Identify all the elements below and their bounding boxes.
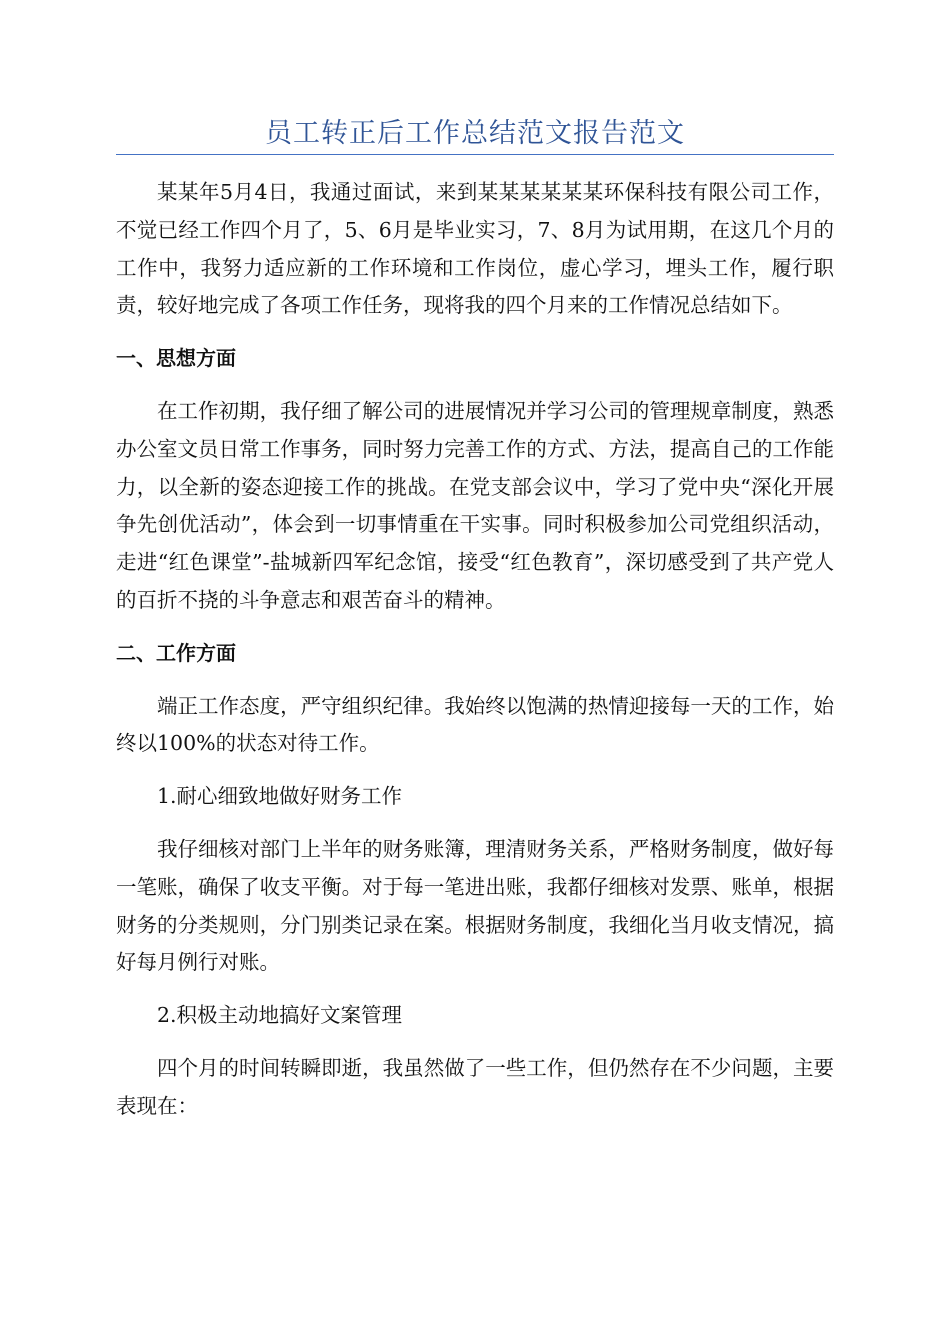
document-body [116, 174, 834, 1126]
section2-heading: 二、工作方面 [116, 640, 236, 665]
section1-paragraph: 在工作初期，我仔细了解公司的进展情况并学习公司的管理规章制度，熟悉办公室文员日常工作事务，同时努力完善工作的方式、方法，提高自己的工作能力，以全新的姿态迎接工作的挑战。在党支部会议中，学习了党中央“深化开展争先创优活动”，体会到一切事情重在干实事。同时积极参加公司党组织活动，走进“红色课堂”-盐城新四军纪念馆，接受“红色教育”，深切感受到了共产党人的百折不挠的斗争意志和艰苦奋斗的精神。 [116, 398, 834, 612]
title-underline [116, 154, 834, 155]
section2-paragraph: 端正工作态度，严守组织纪律。我始终以饱满的热情迎接每一天的工作，始终以100%的状态对待工作。 [116, 693, 834, 756]
spacer [116, 763, 834, 778]
spacer [116, 673, 834, 688]
spacer [116, 325, 834, 340]
spacer [116, 982, 834, 997]
subsection1-title: 1.耐心细致地做好财务工作 [157, 784, 403, 809]
spacer [116, 1035, 834, 1050]
subsection2-title: 2.积极主动地搞好文案管理 [157, 1003, 403, 1028]
spacer [116, 620, 834, 635]
section1-heading: 一、思想方面 [116, 346, 236, 371]
subsection2-paragraph: 四个月的时间转瞬即逝，我虽然做了一些工作，但仍然存在不少问题，主要表现在： [116, 1055, 834, 1118]
intro-paragraph: 某某年5月4日，我通过面试，来到某某某某某某环保科技有限公司工作，不觉已经工作四个月了，5、6月是毕业实习，7、8月为试用期，在这几个月的工作中，我努力适应新的工作环境和工作岗位，虚心学习，埋头工作，履行职责，较好地完成了各项工作任务，现将我的四个月来的工作情况总结如下。 [116, 180, 834, 318]
spacer [116, 816, 834, 831]
spacer [116, 378, 834, 393]
document-title: 员工转正后工作总结范文报告范文 [265, 118, 685, 149]
subsection1-paragraph: 我仔细核对部门上半年的财务账簿，理清财务关系，严格财务制度，做好每一笔账，确保了收支平衡。对于每一笔进出账，我都仔细核对发票、账单，根据财务的分类规则，分门别类记录在案。根据财务制度，我细化当月收支情况，搞好每月例行对账。 [116, 836, 834, 975]
